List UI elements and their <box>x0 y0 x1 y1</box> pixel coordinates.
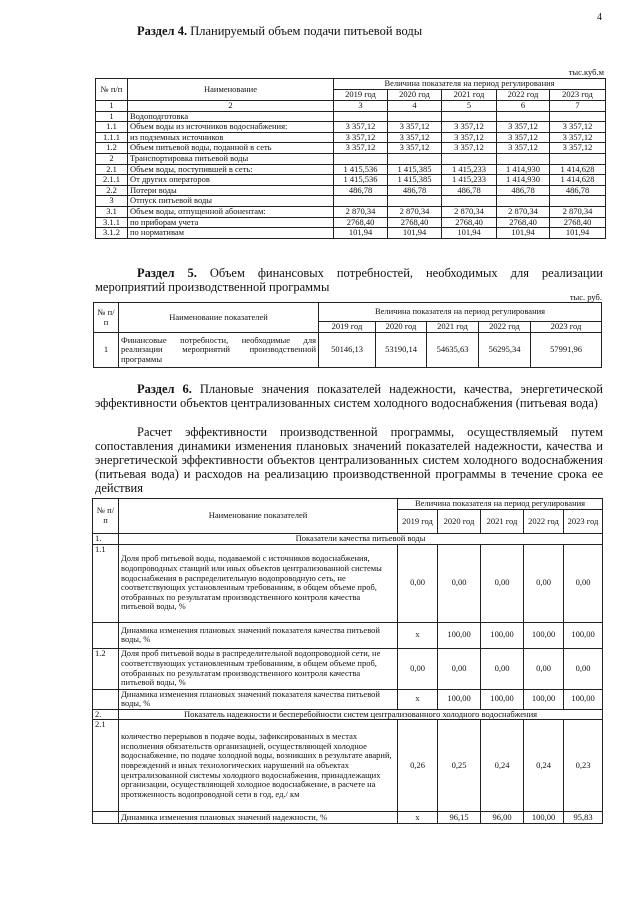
row-no: 1. <box>93 534 119 545</box>
value-cell: 1 415,233 <box>442 164 497 175</box>
value-cell: 3 357,12 <box>442 122 497 133</box>
group-row <box>93 709 603 720</box>
value-cell: 0,00 <box>524 648 564 689</box>
header-year: 2022 год <box>524 510 564 534</box>
header-name: Наименование <box>128 79 334 101</box>
header-year: 2022 год <box>497 90 550 101</box>
section-title: Планируемый объем подачи питьевой воды <box>190 24 423 38</box>
row-name: Финансовые потребности, необходимые для реализации мероприятий производственной программы <box>119 333 319 368</box>
value-cell: 0,24 <box>524 720 564 812</box>
value-cell <box>442 111 497 122</box>
value-cell: 2768,40 <box>550 217 606 228</box>
column-number: 2 <box>128 101 334 112</box>
table-row <box>96 175 606 186</box>
row-no <box>93 689 119 709</box>
header-year: 2020 год <box>438 510 481 534</box>
value-cell: 2 870,34 <box>442 206 497 217</box>
value-cell <box>497 196 550 207</box>
table-row <box>96 206 606 217</box>
header-period: Величина показателя на период регулирования <box>319 303 602 322</box>
row-name: по приборам учета <box>128 217 334 228</box>
value-cell: 3 357,12 <box>497 143 550 154</box>
section-title: Плановые значения показателей надежности, качества, энергетической эффективности объектов централизованных систем холодного водоснабжения (питьевая вода) <box>95 382 603 410</box>
header-year: 2019 год <box>334 90 388 101</box>
column-number: 4 <box>388 101 442 112</box>
value-cell: 2768,40 <box>442 217 497 228</box>
value-cell: 1 415,233 <box>442 175 497 186</box>
indicators-table <box>92 498 603 824</box>
value-cell: 100,00 <box>438 689 481 709</box>
table-row <box>96 122 606 133</box>
table-row <box>93 622 603 648</box>
value-cell: 2 870,34 <box>550 206 606 217</box>
row-no <box>93 812 119 824</box>
row-no: 2 <box>96 153 128 164</box>
header-year: 2021 год <box>427 322 479 333</box>
efficiency-paragraph: Расчет эффективности производственной программы, осуществляемый путем сопоставления динамики изменения плановых значений показателей надежности, качества и энергетической эффективности объектов централизованных систем холодного водоснабжения (питьевая вода) и расходов на реализацию производственной программы в течение срока ее действия <box>95 425 603 495</box>
row-no: 3.1.2 <box>96 228 128 239</box>
value-cell: 3 357,12 <box>388 143 442 154</box>
table-row <box>96 228 606 239</box>
value-cell <box>334 153 388 164</box>
value-cell: 1 414,930 <box>497 175 550 186</box>
value-cell: 486,78 <box>550 185 606 196</box>
value-cell: 0,00 <box>564 544 603 622</box>
value-cell: 486,78 <box>497 185 550 196</box>
value-cell <box>550 111 606 122</box>
value-cell: 2768,40 <box>388 217 442 228</box>
value-cell: 1 415,385 <box>388 175 442 186</box>
header-year: 2023 год <box>564 510 603 534</box>
row-no: 1 <box>94 333 119 368</box>
row-no: 1.2 <box>96 143 128 154</box>
header-period: Величина показателя на период регулирования <box>334 79 606 90</box>
value-cell: 100,00 <box>564 689 603 709</box>
value-cell: 3 357,12 <box>334 122 388 133</box>
row-no: 2.1 <box>96 164 128 175</box>
table-row <box>96 111 606 122</box>
value-cell <box>497 153 550 164</box>
value-cell: х <box>398 812 438 824</box>
value-cell <box>334 196 388 207</box>
value-cell: 2 870,34 <box>497 206 550 217</box>
header-no: № п/п <box>94 303 119 333</box>
column-number: 1 <box>96 101 128 112</box>
value-cell <box>388 153 442 164</box>
value-cell <box>550 196 606 207</box>
value-cell: 54635,63 <box>427 333 479 368</box>
table-row <box>94 333 602 368</box>
value-cell: 3 357,12 <box>550 122 606 133</box>
row-name: Объем воды, отпущенной абонентам: <box>128 206 334 217</box>
value-cell: 100,00 <box>481 622 524 648</box>
table-row <box>93 648 603 689</box>
water-volume-table <box>95 78 606 239</box>
value-cell: 1 414,628 <box>550 175 606 186</box>
value-cell: 100,00 <box>524 812 564 824</box>
row-name: Доля проб питьевой воды, подаваемой с источников водоснабжения, водопроводных станций или иных объектов централизованной системы водоснабжения в распределительную водопроводную сеть, не соответствующих установленным требованиям, в общем объеме проб, отобранных по результатам производственного контроля качества питьевой воды, % <box>119 544 398 622</box>
column-number: 6 <box>497 101 550 112</box>
row-no: 1.1 <box>96 122 128 133</box>
row-name: Динамика изменения плановых значений надежности, % <box>119 812 398 824</box>
row-name: Транспортировка питьевой воды <box>128 153 334 164</box>
page-number: 4 <box>597 12 602 23</box>
value-cell: 486,78 <box>388 185 442 196</box>
section-6-heading <box>95 382 603 410</box>
value-cell: 486,78 <box>442 185 497 196</box>
value-cell: 2 870,34 <box>388 206 442 217</box>
value-cell: 96,00 <box>481 812 524 824</box>
column-number: 3 <box>334 101 388 112</box>
header-name: Наименование показателей <box>119 499 398 534</box>
value-cell: 100,00 <box>524 622 564 648</box>
value-cell: 3 357,12 <box>550 132 606 143</box>
financial-needs-table <box>93 302 602 368</box>
unit-label: тыс.куб.м <box>568 67 604 77</box>
value-cell: 0,00 <box>398 648 438 689</box>
value-cell: 3 357,12 <box>442 143 497 154</box>
header-period: Величина показателя на период регулирования <box>398 499 603 510</box>
row-name: Отпуск питьевой воды <box>128 196 334 207</box>
value-cell <box>442 196 497 207</box>
row-name: От других операторов <box>128 175 334 186</box>
value-cell: 101,94 <box>550 228 606 239</box>
column-number: 5 <box>442 101 497 112</box>
header-no: № п/п <box>96 79 128 101</box>
table-row <box>96 143 606 154</box>
value-cell: 3 357,12 <box>497 132 550 143</box>
table-row <box>96 153 606 164</box>
row-no: 3.1 <box>96 206 128 217</box>
value-cell: 50146,13 <box>319 333 376 368</box>
value-cell: 3 357,12 <box>388 122 442 133</box>
value-cell <box>388 196 442 207</box>
value-cell: 3 357,12 <box>388 132 442 143</box>
value-cell <box>550 153 606 164</box>
row-name: по нормативам <box>128 228 334 239</box>
row-no: 1.1 <box>93 544 119 622</box>
section-label: Раздел 5. <box>137 266 197 280</box>
table-row <box>93 689 603 709</box>
value-cell: 486,78 <box>334 185 388 196</box>
section-label: Раздел 6. <box>137 382 192 396</box>
section-label: Раздел 4. <box>137 24 188 38</box>
table-row <box>93 720 603 812</box>
value-cell: 101,94 <box>388 228 442 239</box>
value-cell: 0,00 <box>438 544 481 622</box>
table-row <box>96 217 606 228</box>
row-name: количество перерывов в подаче воды, зафиксированных в местах исполнения обязательств организацией, осуществляющей холодное водоснабжение, по подаче холодной воды, возникших в результате аварий, повреждений и иных технологических нарушений на объектах централизованной системы холодного водоснабжения, принадлежащих организации, осуществляющей холодное водоснабжение, в расчете на протяженность водопроводной сети в год, ед./ км <box>119 720 398 812</box>
table-row <box>93 812 603 824</box>
row-no: 2.1 <box>93 720 119 812</box>
row-name: Доля проб питьевой воды в распределительной водопроводной сети, не соответствующих установленным требованиям, в общем объеме проб, отобранных по результатам производственного контроля качества питьевой воды, % <box>119 648 398 689</box>
value-cell: 1 414,930 <box>497 164 550 175</box>
value-cell: 101,94 <box>442 228 497 239</box>
value-cell: 100,00 <box>438 622 481 648</box>
unit-label: тыс. руб. <box>569 292 602 302</box>
header-year: 2019 год <box>398 510 438 534</box>
value-cell: 0,00 <box>481 648 524 689</box>
row-name: Потери воды <box>128 185 334 196</box>
value-cell: 0,25 <box>438 720 481 812</box>
value-cell: 0,00 <box>524 544 564 622</box>
group-title: Показатель надежности и бесперебойности систем централизованного холодного водоснабжения <box>119 709 603 720</box>
table-row <box>96 196 606 207</box>
row-no: 2. <box>93 709 119 720</box>
header-year: 2020 год <box>388 90 442 101</box>
value-cell: 3 357,12 <box>334 132 388 143</box>
table-row <box>93 544 603 622</box>
value-cell: 0,26 <box>398 720 438 812</box>
group-title: Показатели качества питьевой воды <box>119 534 603 545</box>
table-row <box>96 185 606 196</box>
value-cell: 2 870,34 <box>334 206 388 217</box>
value-cell: 0,00 <box>438 648 481 689</box>
value-cell: 1 415,536 <box>334 175 388 186</box>
value-cell <box>388 111 442 122</box>
value-cell: 100,00 <box>481 689 524 709</box>
value-cell: 101,94 <box>334 228 388 239</box>
value-cell: 56295,34 <box>479 333 531 368</box>
value-cell: 2768,40 <box>497 217 550 228</box>
table-row <box>96 132 606 143</box>
row-no <box>93 622 119 648</box>
row-no: 1.2 <box>93 648 119 689</box>
table-row <box>96 164 606 175</box>
row-name: Объем воды, поступившей в сеть: <box>128 164 334 175</box>
row-name: из подземных источников <box>128 132 334 143</box>
row-no: 1 <box>96 111 128 122</box>
row-name: Водоподготовка <box>128 111 334 122</box>
value-cell: 96,15 <box>438 812 481 824</box>
value-cell: 1 415,536 <box>334 164 388 175</box>
value-cell: 101,94 <box>497 228 550 239</box>
value-cell: 53190,14 <box>376 333 427 368</box>
row-no: 2.2 <box>96 185 128 196</box>
value-cell: 1 414,628 <box>550 164 606 175</box>
value-cell: 100,00 <box>524 689 564 709</box>
value-cell: 0,00 <box>481 544 524 622</box>
value-cell: 3 357,12 <box>497 122 550 133</box>
row-name: Объем питьевой воды, поданной в сеть <box>128 143 334 154</box>
value-cell: 1 415,385 <box>388 164 442 175</box>
header-name: Наименование показателей <box>119 303 319 333</box>
row-no: 3.1.1 <box>96 217 128 228</box>
section-4-heading <box>137 24 422 38</box>
value-cell <box>334 111 388 122</box>
column-number: 7 <box>550 101 606 112</box>
value-cell: 0,00 <box>564 648 603 689</box>
header-year: 2020 год <box>376 322 427 333</box>
value-cell: 3 357,12 <box>550 143 606 154</box>
header-year: 2019 год <box>319 322 376 333</box>
header-year: 2021 год <box>481 510 524 534</box>
value-cell <box>497 111 550 122</box>
value-cell: 3 357,12 <box>442 132 497 143</box>
value-cell: 3 357,12 <box>334 143 388 154</box>
header-no: № п/п <box>93 499 119 534</box>
section-5-heading <box>95 266 603 294</box>
value-cell: 95,83 <box>564 812 603 824</box>
value-cell: 0,24 <box>481 720 524 812</box>
value-cell: х <box>398 622 438 648</box>
header-year: 2022 год <box>479 322 531 333</box>
row-no: 3 <box>96 196 128 207</box>
section-title: Объем финансовых потребностей, необходимых для реализации мероприятий производственной программы <box>95 266 603 294</box>
row-no: 2.1.1 <box>96 175 128 186</box>
value-cell: 57991,96 <box>531 333 602 368</box>
row-name: Динамика изменения плановых значений показателя качества питьевой воды, % <box>119 689 398 709</box>
value-cell: 0,00 <box>398 544 438 622</box>
value-cell: 100,00 <box>564 622 603 648</box>
header-year: 2023 год <box>531 322 602 333</box>
value-cell: 2768,40 <box>334 217 388 228</box>
header-year: 2023 год <box>550 90 606 101</box>
row-no: 1.1.1 <box>96 132 128 143</box>
value-cell: х <box>398 689 438 709</box>
value-cell: 0,23 <box>564 720 603 812</box>
row-name: Динамика изменения плановых значений показателя качества питьевой воды, % <box>119 622 398 648</box>
row-name: Объем воды из источников водоснабжения: <box>128 122 334 133</box>
group-row <box>93 534 603 545</box>
value-cell <box>442 153 497 164</box>
header-year: 2021 год <box>442 90 497 101</box>
